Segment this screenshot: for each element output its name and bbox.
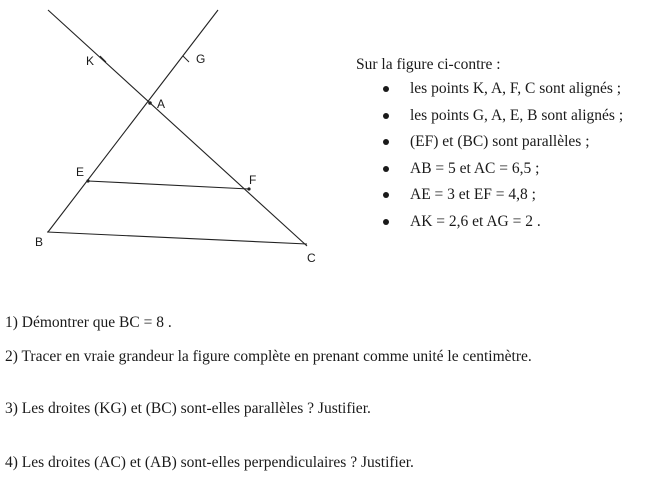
bullet-icon (383, 139, 389, 145)
given-data-item (356, 209, 623, 236)
bullet-icon (383, 86, 389, 92)
given-data-item (356, 103, 623, 130)
given-data-text: AB = 5 et AC = 6,5 ; (410, 159, 540, 177)
given-data-item (356, 76, 623, 103)
line-kc (48, 10, 307, 246)
given-data-text: (EF) et (BC) sont parallèles ; (410, 133, 590, 150)
label-a: A (157, 97, 166, 111)
point-f-mark (247, 187, 250, 190)
bullet-icon (383, 166, 389, 172)
bullet-icon (383, 192, 389, 198)
label-g: G (196, 52, 206, 66)
given-data-block (356, 52, 623, 235)
point-a-mark (148, 101, 152, 105)
point-k-mark (100, 56, 106, 62)
given-data-list (356, 76, 623, 235)
label-e: E (76, 165, 85, 179)
bullet-icon (383, 219, 389, 225)
segment-ef (88, 181, 249, 189)
point-g-mark (183, 56, 189, 62)
question-2: 2) Tracer en vraie grandeur la figure complète en prenant comme unité le centimètre. (5, 348, 532, 365)
label-b: B (35, 235, 44, 249)
label-c: C (307, 251, 316, 265)
label-k: K (86, 54, 95, 68)
given-data-item (356, 156, 623, 183)
given-data-text: les points K, A, F, C sont alignés ; (410, 80, 622, 97)
label-f: F (249, 173, 257, 187)
given-data-text: les points G, A, E, B sont alignés ; (410, 106, 624, 124)
segment-bc (47, 232, 307, 244)
given-data-item (356, 182, 623, 209)
given-data-title: Sur la figure ci-contre : (356, 56, 501, 73)
question-1: 1) Démontrer que BC = 8 . (5, 314, 172, 331)
geometry-figure (0, 0, 340, 275)
point-e-mark (86, 179, 89, 182)
line-gb (48, 10, 218, 232)
bullet-icon (383, 113, 389, 119)
given-data-item (356, 129, 623, 156)
given-data-text: AE = 3 et EF = 4,8 ; (410, 186, 536, 203)
given-data-text: AK = 2,6 et AG = 2 . (410, 212, 541, 230)
question-4: 4) Les droites (AC) et (AB) sont-elles perpendiculaires ? Justifier. (5, 454, 414, 471)
question-3: 3) Les droites (KG) et (BC) sont-elles parallèles ? Justifier. (5, 400, 371, 417)
